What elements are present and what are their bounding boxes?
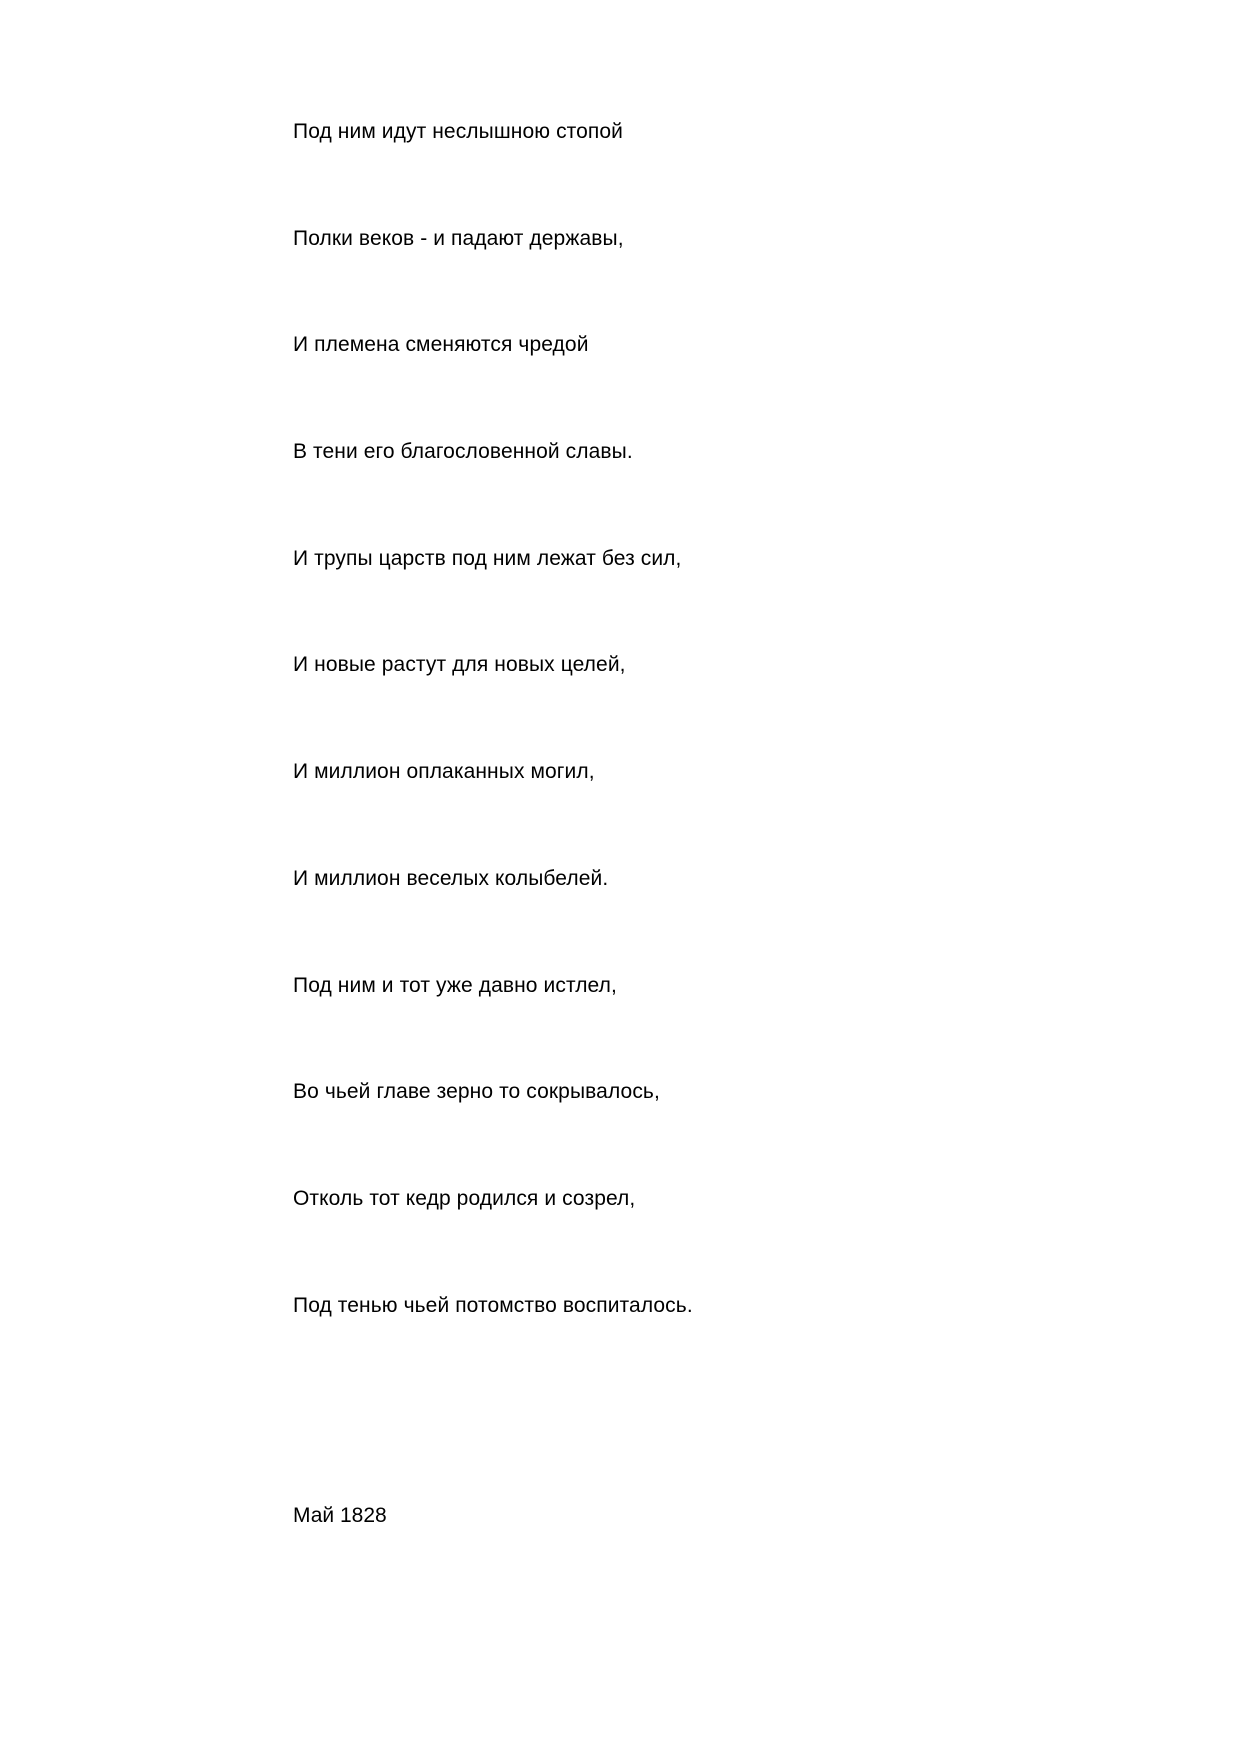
poem-line: И новые растут для новых целей, [293, 653, 626, 677]
poem-text [293, 118, 1193, 1398]
poem-line: И миллион оплаканных могил, [293, 760, 595, 784]
poem-line: И трупы царств под ним лежат без сил, [293, 546, 682, 570]
poem-line: Во чьей главе зерно то сокрывалось, [293, 1080, 660, 1104]
poem-line: Под ним идут неслышною стопой [293, 120, 624, 143]
poem-line: Под ним и тот уже давно истлел, [293, 973, 617, 997]
poem-line: И племена сменяются чредой [293, 333, 589, 357]
poem-line: И миллион веселых колыбелей. [293, 866, 609, 890]
poem-line: Полки веков - и падают державы, [293, 226, 624, 250]
poem-date: Май 1828 [293, 1504, 387, 1527]
poem-line: Отколь тот кедр родился и созрел, [293, 1186, 636, 1210]
poem-line: Под тенью чьей потомство воспиталось. [293, 1293, 693, 1317]
poem-line: В тени его благословенной славы. [293, 440, 633, 464]
